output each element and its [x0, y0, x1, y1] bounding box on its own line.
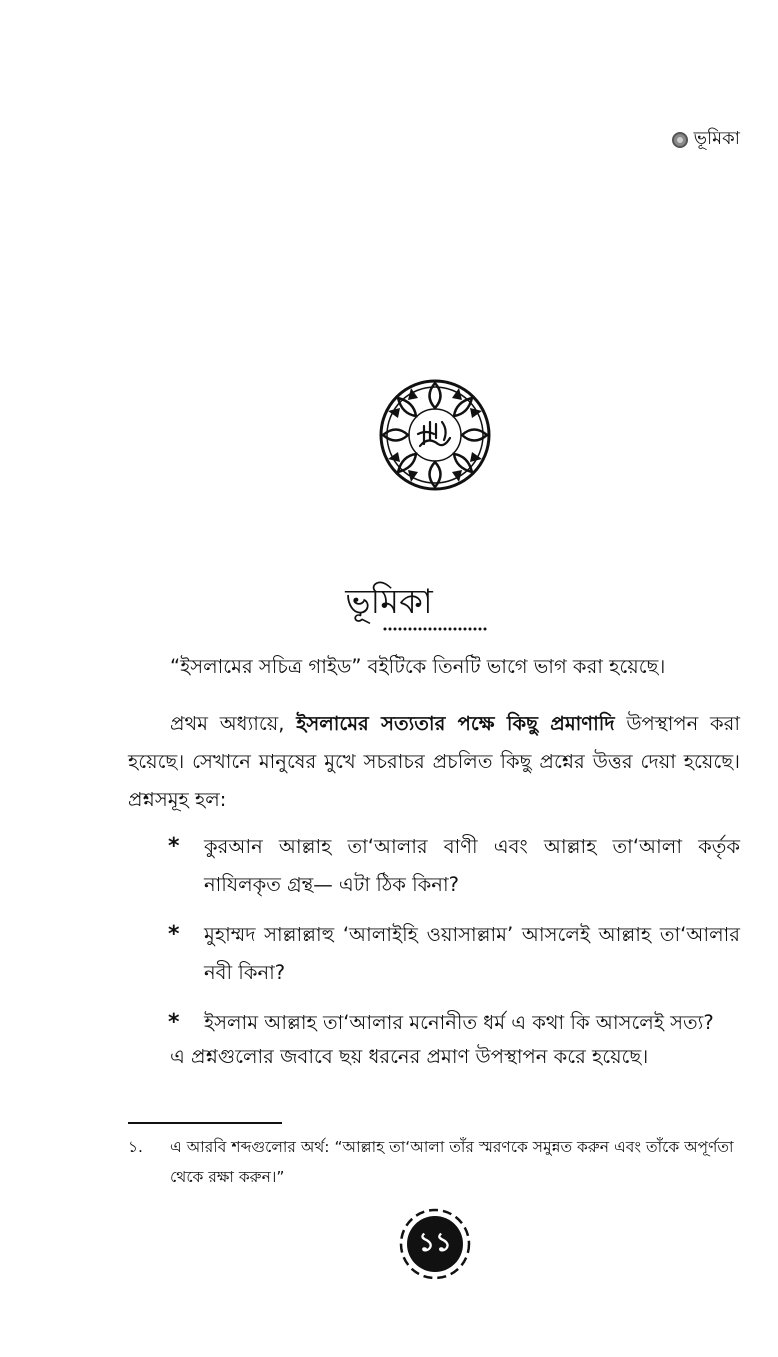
first-chapter-paragraph [128, 705, 740, 819]
footnote-divider [128, 1122, 282, 1124]
footnote-continuation: থেকে রক্ষা করুন।” [170, 1168, 285, 1186]
list-item [128, 916, 740, 992]
bullet-asterisk: * [168, 834, 180, 859]
running-header [672, 124, 740, 155]
page-title: ভূমিকা [345, 582, 433, 622]
first-chapter-lead: প্রথম অধ্যায়ে, [170, 712, 285, 735]
bullet-asterisk: * [168, 922, 180, 947]
bullet-asterisk: * [168, 1010, 180, 1035]
first-chapter-rest: উপস্থাপন করা হয়েছে। সেখানে মানুষের মুখে সচরাচর প্রচলিত কিছু প্রশ্নের উত্তর দেয়া হয়েছে। প্রশ্নসমূহ হল: [128, 712, 741, 811]
closing-paragraph: এ প্রশ্নগুলোর জবাবে ছয় ধরনের প্রমাণ উপস্থাপন করে হয়েছে। [170, 1045, 649, 1068]
list-item-text: কুরআন আল্লাহ তা‘আলার বাণী এবং আল্লাহ তা‘আলা কর্তৃক নাযিলকৃত গ্রন্থ— এটা ঠিক কিনা? [204, 835, 740, 896]
footnote-text: এ আরবি শব্দগুলোর অর্থ: “আল্লাহ তা‘আলা তাঁর স্মরণকে সমুন্নত করুন এবং তাঁকে অপূর্ণতা [170, 1138, 734, 1156]
footnote-mark: ১. [128, 1138, 143, 1156]
arabic-calligraphy-medallion-icon [378, 378, 492, 492]
page-number: ১১ [418, 1228, 452, 1258]
list-item [128, 1004, 740, 1042]
running-header-label: ভূমিকা [693, 128, 740, 149]
intro-paragraph: “ইসলামের সচিত্র গাইড” বইটিকে তিনটি ভাগে ভাগ করা হয়েছে। [170, 655, 666, 678]
title-dotted-ornament [383, 626, 487, 632]
list-item [128, 828, 740, 904]
list-item-text: মুহাম্মদ সাল্লাল্লাহু ‘আলাইহি ওয়াসাল্লাম’ আসলেই আল্লাহ তা‘আলার নবী কিনা? [204, 923, 740, 984]
question-list [128, 828, 740, 1054]
footnote [128, 1132, 740, 1192]
list-item-text: ইসলাম আল্লাহ তা‘আলার মনোনীত ধর্ম এ কথা কি আসলেই সত্য? [204, 1011, 714, 1034]
target-circle-icon [672, 132, 688, 148]
first-chapter-bold-phrase: ইসলামের সত্যতার পক্ষে কিছু প্রমাণাদি [296, 712, 615, 735]
